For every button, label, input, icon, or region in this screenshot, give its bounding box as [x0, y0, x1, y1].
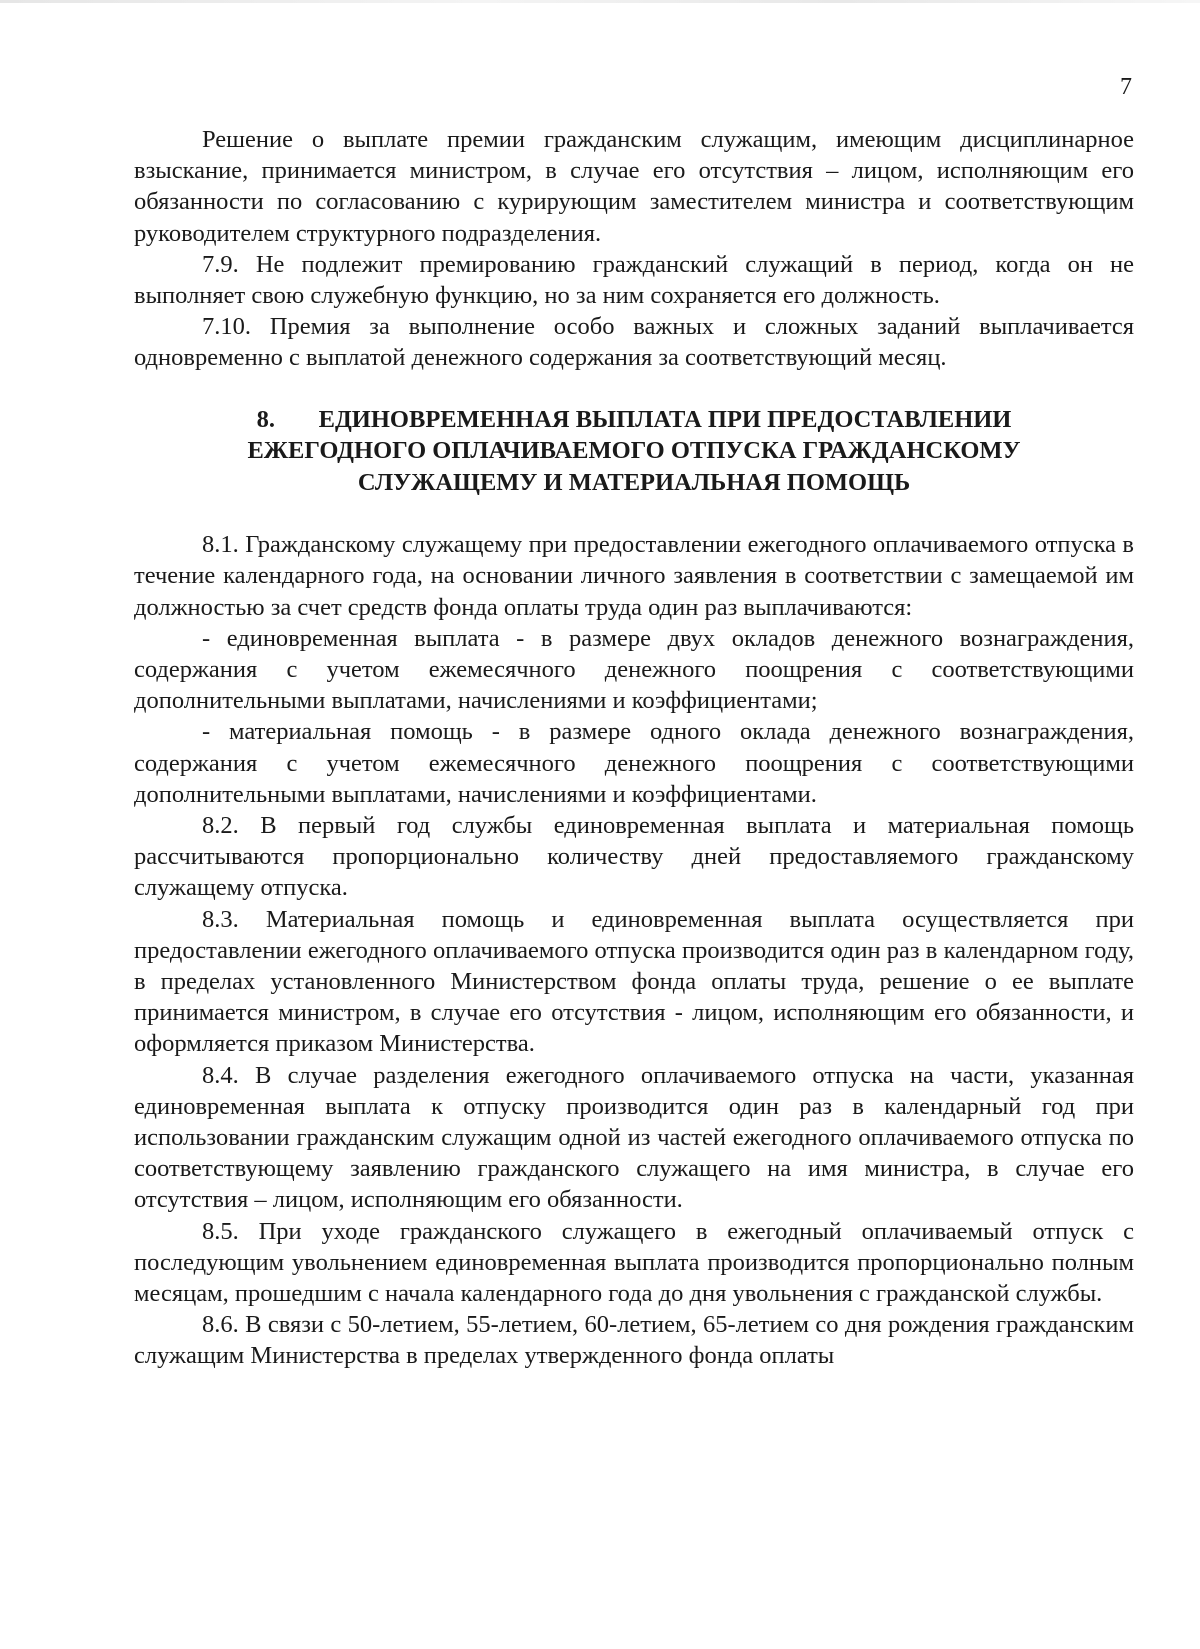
section-heading-line-1: [134, 404, 1134, 436]
document-body: [134, 124, 1134, 1372]
paragraph-7-10: 7.10. Премия за выполнение особо важных и сложных заданий выплачивается одновременно с выплатой денежного содержания за соответствующий месяц.: [134, 313, 1134, 372]
paragraph-disciplinary-bonus: Решение о выплате премии гражданским служащим, имеющим дисциплинарное взыскание, принимается министром, в случае его отсутствия – лицом, исполняющим его обязанности по согласованию с курирующим заместителем министра и соответствующим руководителем структурного подразделения.: [134, 126, 1134, 247]
paragraph-8-5: 8.5. При уходе гражданского служащего в ежегодный оплачиваемый отпуск с последующим увольнением единовременная выплата производится пропорционально полным месяцам, прошедшим с начала календарного года до дня увольнения с гражданской службы.: [134, 1217, 1134, 1307]
list-item-lump-sum-payment: - единовременная выплата - в размере двух окладов денежного вознаграждения, содержания с учетом ежемесячного денежного поощрения с соответствующими дополнительными выплатами, начислениями и коэффициентами;: [134, 624, 1134, 715]
paragraph-8-1: 8.1. Гражданскому служащему при предоставлении ежегодного оплачиваемого отпуска в течение календарного года, на основании личного заявления в соответствии с замещаемой им должностью за счет средств фонда оплаты труда один раз выплачиваются:: [134, 531, 1134, 621]
paragraph-8-2: 8.2. В первый год службы единовременная выплата и материальная помощь рассчитываются пропорционально количеству дней предоставляемого гражданскому служащему отпуска.: [134, 811, 1134, 902]
section-8-heading: [134, 404, 1134, 499]
scan-edge-artifact: [0, 0, 1200, 3]
list-item-material-aid: - материальная помощь - в размере одного оклада денежного вознаграждения, содержания с учетом ежемесячного денежного поощрения с соответствующими дополнительными выплатами, начислениями и коэффициентами.: [134, 718, 1134, 808]
paragraph-8-6: 8.6. В связи с 50-летием, 55-летием, 60-летием, 65-летием со дня рождения гражданским служащим Министерства в пределах утвержденного фонда оплаты: [134, 1311, 1134, 1370]
section-number: 8.: [256, 405, 275, 433]
section-title-line-1: ЕДИНОВРЕМЕННАЯ ВЫПЛАТА ПРИ ПРЕДОСТАВЛЕНИИ: [318, 405, 1012, 433]
section-title-line-2: ЕЖЕГОДНОГО ОПЛАЧИВАЕМОГО ОТПУСКА ГРАЖДАНСКОМУ: [247, 437, 1021, 465]
paragraph-8-3: 8.3. Материальная помощь и единовременная выплата осуществляется при предоставлении ежегодного оплачиваемого отпуска производится один раз в календарном году, в пределах установленного Министерством фонда оплаты труда, решение о ее выплате принимается министром, в случае его отсутствия - лицом, исполняющим его обязанности, и оформляется приказом Министерства.: [134, 905, 1134, 1058]
paragraph-8-4: 8.4. В случае разделения ежегодного оплачиваемого отпуска на части, указанная единовременная выплата к отпуску производится один раз в календарный год при использовании гражданским служащим одной из частей ежегодного оплачиваемого отпуска по соответствующему заявлению гражданского служащего на имя министра, в случае его отсутствия – лицом, исполняющим его обязанности.: [134, 1061, 1134, 1214]
page-number: 7: [1120, 74, 1132, 100]
paragraph-7-9: 7.9. Не подлежит премированию гражданский служащий в период, когда он не выполняет свою служебную функцию, но за ним сохраняется его должность.: [134, 250, 1134, 310]
section-title-line-3: СЛУЖАЩЕМУ И МАТЕРИАЛЬНАЯ ПОМОЩЬ: [357, 468, 911, 496]
